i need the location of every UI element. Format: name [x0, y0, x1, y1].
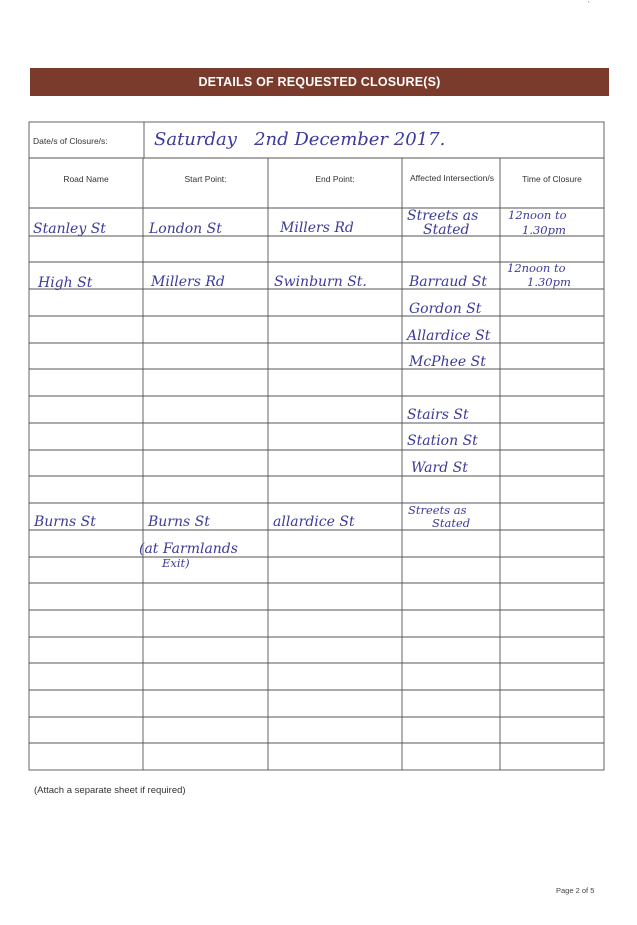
burns-start-line3: Exit)	[162, 556, 190, 570]
burns-road: Burns St	[34, 514, 96, 530]
high-end: Swinburn St.	[274, 274, 367, 290]
header-road-name: Road Name	[63, 174, 109, 184]
burns-start-line1: Burns St	[148, 514, 210, 530]
stanley-time-line1: 12noon to	[508, 208, 567, 222]
burns-affected-line2: Stated	[432, 516, 471, 530]
burns-start-line2: (at Farmlands	[139, 541, 238, 557]
corner-mark: '	[588, 0, 590, 9]
high-affected-7: Ward St	[411, 460, 468, 476]
header-affected-intersections: Affected Intersection/s	[410, 173, 494, 183]
header-start-point: Start Point:	[184, 174, 227, 184]
stanley-time-line2: 1.30pm	[522, 223, 566, 237]
stanley-affected-line1: Streets as	[407, 208, 479, 224]
high-affected-3: Allardice St	[407, 328, 491, 344]
dates-value: Saturday 2nd December 2017.	[154, 129, 446, 150]
page-number: Page 2 of 5	[556, 886, 595, 895]
high-road: High St	[38, 275, 93, 291]
stanley-end: Millers Rd	[280, 220, 354, 236]
stanley-road: Stanley St	[33, 221, 106, 237]
header-time-of-closure: Time of Closure	[522, 174, 582, 184]
section-banner: DETAILS OF REQUESTED CLOSURE(S)	[30, 68, 609, 96]
high-affected-4: McPhee St	[409, 354, 486, 370]
high-time-line2: 1.30pm	[527, 275, 571, 289]
dates-label: Date/s of Closure/s:	[33, 136, 108, 146]
high-time-line1: 12noon to	[507, 261, 566, 275]
high-affected-2: Gordon St	[409, 301, 482, 317]
burns-affected-line1: Streets as	[408, 503, 467, 517]
high-affected-1: Barraud St	[409, 274, 488, 290]
high-start: Millers Rd	[151, 274, 225, 290]
attach-sheet-note: (Attach a separate sheet if required)	[34, 785, 186, 796]
stanley-start: London St	[149, 221, 222, 237]
header-end-point: End Point:	[315, 174, 355, 184]
high-affected-5: Stairs St	[407, 407, 469, 423]
burns-end: allardice St	[273, 514, 355, 530]
high-affected-6: Station St	[407, 433, 478, 449]
stanley-affected-line2: Stated	[423, 222, 470, 238]
